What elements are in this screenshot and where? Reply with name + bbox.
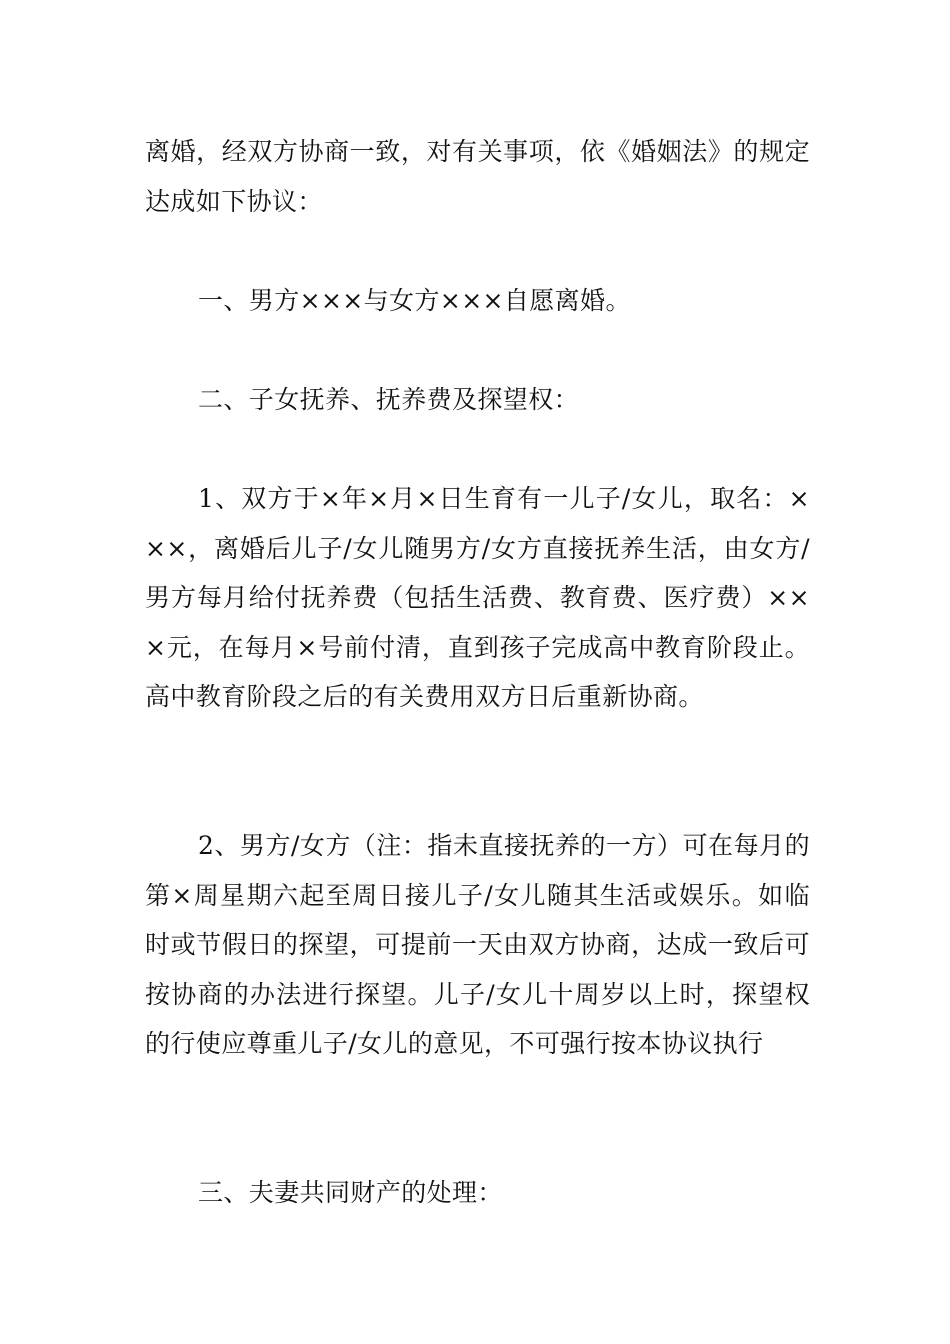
- paragraph-clause-two-heading: 二、子女抚养、抚养费及探望权：: [198, 385, 580, 414]
- paragraph-item-two: 2、男方/女方（注：指未直接抚养的一方）可在每月的第×周星期六起至周日接儿子/女儿随其生活或娱乐。如临时或节假日的探望，可提前一天由双方协商，达成一致后可按协商的办法进行探望。儿子/女儿十周岁以上时，探望权的行使应尊重儿子/女儿的意见，不可强行按本协议执行: [145, 831, 810, 1058]
- paragraph-clause-one: 一、男方×××与女方×××自愿离婚。: [198, 286, 631, 315]
- paragraph-continuation: 离婚，经双方协商一致，对有关事项，依《婚姻法》的规定达成如下协议：: [145, 137, 810, 216]
- paragraph-clause-three-heading: 三、夫妻共同财产的处理：: [198, 1178, 503, 1207]
- paragraph-item-one: 1、双方于×年×月×日生育有一儿子/女儿，取名：×××，离婚后儿子/女儿随男方/女方直接抚养生活，由女方/男方每月给付抚养费（包括生活费、教育费、医疗费）×××元，在每月×号前付清，直到孩子完成高中教育阶段止。高中教育阶段之后的有关费用双方日后重新协商。: [145, 484, 810, 711]
